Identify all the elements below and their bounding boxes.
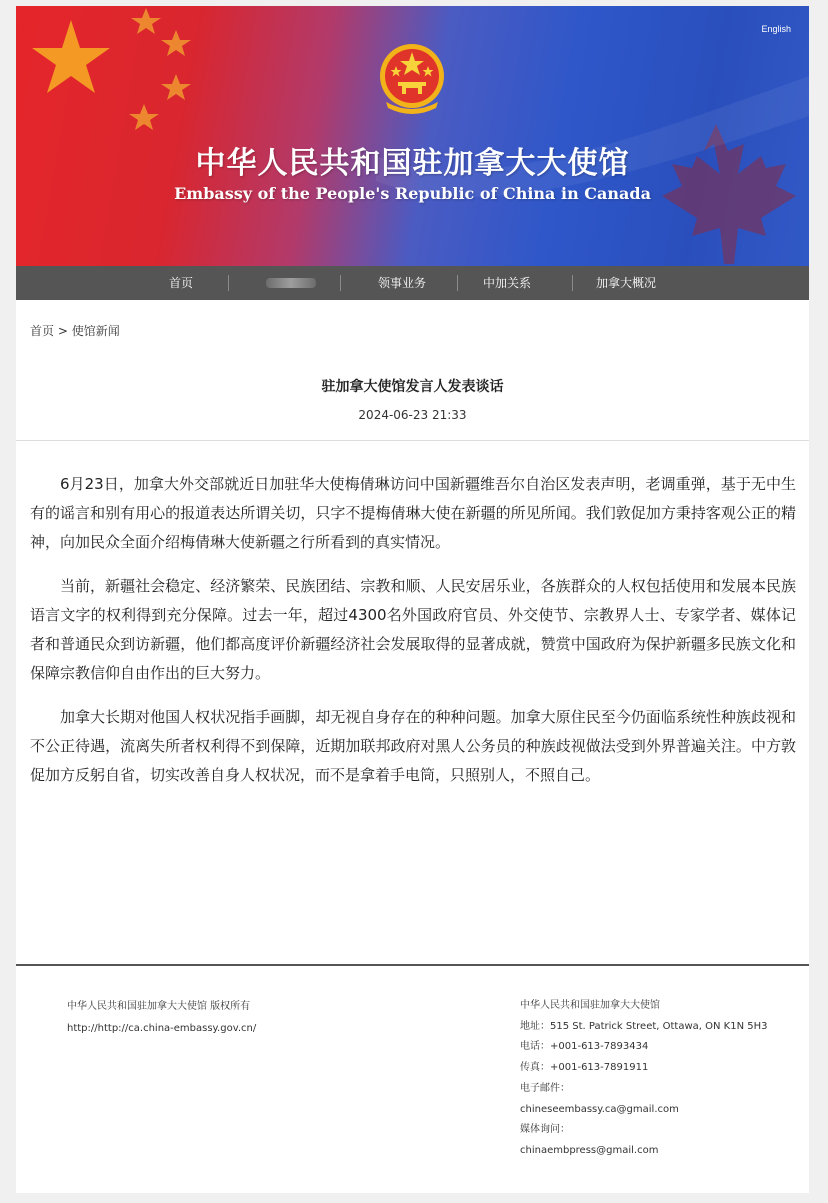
small-star-icon: [129, 104, 159, 130]
nav-separator: [572, 275, 573, 291]
footer-fax: 传真：+001-613-7891911: [520, 1062, 649, 1074]
footer-org-name: 中华人民共和国驻加拿大大使馆: [520, 1000, 660, 1011]
nav-item-relations[interactable]: 中加关系: [482, 276, 531, 290]
english-language-link[interactable]: English: [761, 24, 791, 34]
nav-item-obscured[interactable]: [266, 278, 316, 288]
footer-phone: 电话：+001-613-7893434: [520, 1041, 649, 1053]
national-emblem-icon: [378, 42, 446, 118]
article-title: 驻加拿大使馆发言人发表谈话: [321, 379, 504, 395]
article-paragraph: 加拿大长期对他国人权状况指手画脚，却无视自身存在的种种问题。加拿大原住民至今仍面临系统性种族歧视和不公正待遇，流离失所者权利得不到保障，近期加联邦政府对黑人公务员的种族歧视做法受到外界普遍关注。中方敦促加方反躬自省，切实改善自身人权状况，而不是拿着手电筒，只照别人，不照自己。: [30, 708, 796, 784]
page: [16, 6, 809, 1193]
site-title-chinese: 中华人民共和国驻加拿大大使馆: [195, 146, 630, 181]
footer-email-label: 电子邮件：: [520, 1082, 570, 1094]
article-body: [30, 470, 796, 805]
article-paragraph: 6月23日，加拿大外交部就近日加驻华大使梅倩琳访问中国新疆维吾尔自治区发表声明，老调重弹，基于无中生有的谣言和别有用心的报道表达所谓关切，只字不提梅倩琳大使在新疆的所见所闻。我们敦促加方秉持客观公正的精神，向加民众全面介绍梅倩琳大使新疆之行所看到的真实情况。: [30, 475, 796, 551]
footer-media-email-link[interactable]: chinaembpress@gmail.com: [520, 1144, 659, 1156]
footer-divider: [16, 964, 809, 966]
nav-item-home[interactable]: 首页: [168, 276, 193, 290]
breadcrumb-separator: >: [57, 324, 68, 338]
big-star-icon: [32, 20, 110, 93]
main-navigation: [16, 266, 809, 300]
small-star-icon: [161, 74, 191, 100]
title-divider: [16, 440, 809, 441]
footer-address: 地址：515 St. Patrick Street, Ottawa, ON K1N 5H3: [520, 1020, 768, 1032]
article-paragraph: 当前，新疆社会稳定、经济繁荣、民族团结、宗教和顺、人民安居乐业，各族群众的人权包括使用和发展本民族语言文字的权利得到充分保障。过去一年，超过4300名外国政府官员、外交使节、宗教界人士、专家学者、媒体记者和普通民众到访新疆，他们都高度评价新疆经济社会发展取得的显著成就，赞赏中国政府为保护新疆多民族文化和保障宗教信仰自由作出的巨大努力。: [30, 577, 796, 682]
footer-copyright: 中华人民共和国驻加拿大大使馆 版权所有: [67, 1001, 251, 1012]
footer-copyright-block: [67, 996, 256, 1040]
header-banner: [16, 6, 809, 266]
footer-contact-block: [520, 996, 767, 1162]
footer-media-label: 媒体询问：: [520, 1124, 570, 1136]
nav-item-about-canada[interactable]: 加拿大概况: [595, 276, 656, 290]
nav-separator: [340, 275, 341, 291]
small-star-icon: [161, 30, 191, 56]
site-title-english: Embassy of the People's Republic of China in Canada: [174, 184, 651, 203]
breadcrumb-home-link[interactable]: 首页: [30, 324, 55, 338]
nav-separator: [457, 275, 458, 291]
footer-url-link[interactable]: http://http://ca.china-embassy.gov.cn/: [67, 1023, 257, 1034]
breadcrumb-current-link[interactable]: 使馆新闻: [71, 324, 120, 338]
article-date: 2024-06-23 21:33: [358, 408, 467, 422]
nav-item-consular[interactable]: 领事业务: [377, 276, 426, 290]
breadcrumb: [30, 322, 120, 339]
footer-email-link[interactable]: chineseembassy.ca@gmail.com: [520, 1103, 679, 1115]
nav-separator: [228, 275, 229, 291]
small-star-icon: [131, 8, 161, 34]
